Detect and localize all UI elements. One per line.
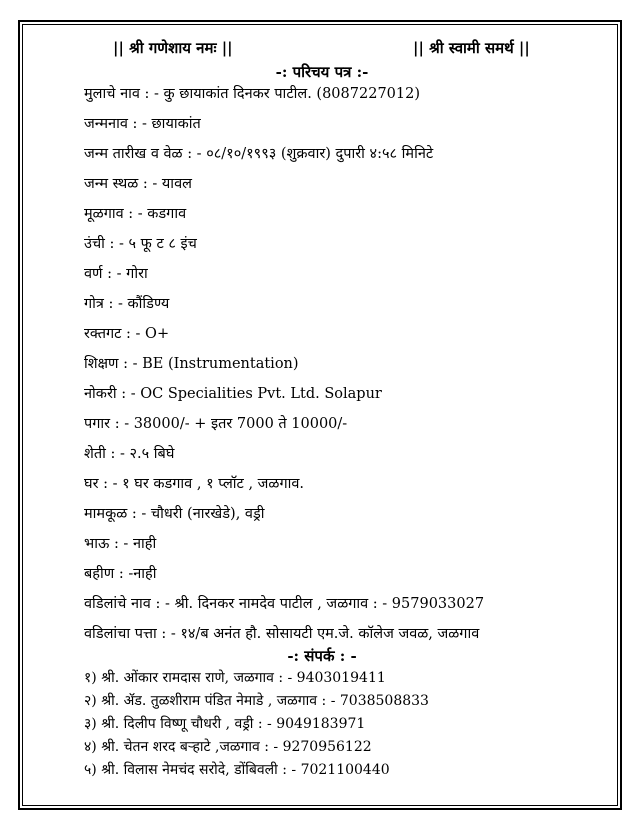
detail-farm: शेती : - २.५ बिघे bbox=[84, 446, 175, 462]
detail-education: शिक्षण : - BE (Instrumentation) bbox=[84, 356, 299, 372]
detail-salary: पगार : - 38000/- + इतर 7000 ते 10000/- bbox=[84, 416, 348, 432]
header bbox=[0, 38, 644, 60]
detail-name: मुलाचे नाव : - कु छायाकांत दिनकर पाटील. (8087227012) bbox=[84, 86, 420, 102]
detail-job: नोकरी : - OC Specialities Pvt. Ltd. Solapur bbox=[84, 386, 382, 402]
header-invocation-swami: || श्री स्वामी समर्थ || bbox=[413, 39, 530, 57]
document-title: -: परिचय पत्र :- bbox=[275, 63, 369, 81]
detail-maternal-family: मामकूळ : - चौधरी (नारखेडे), वड्री bbox=[84, 506, 265, 522]
detail-birth-datetime: जन्म तारीख व वेळ : - ०८/१०/१९९३ (शुक्रवार) दुपारी ४:५८ मिनिटे bbox=[84, 146, 434, 162]
detail-house: घर : - १ घर कडगाव , १ प्लॉट , जळगाव. bbox=[84, 476, 305, 492]
detail-birth-name: जन्मनाव : - छायाकांत bbox=[84, 116, 201, 132]
contact-item: २) श्री. ॲड. तुळशीराम पंडित नेमाडे , जळगाव : - 7038508833 bbox=[84, 693, 429, 709]
contact-item: ४) श्री. चेतन शरद बऱ्हाटे ,जळगाव : - 9270956122 bbox=[84, 739, 372, 755]
contact-item: ३) श्री. दिलीप विष्णू चौधरी , वड्री : - 9049183971 bbox=[84, 716, 366, 732]
detail-native-village: मूळगाव : - कडगाव bbox=[84, 206, 187, 222]
detail-height: उंची : - ५ फू ट ८ इंच bbox=[84, 236, 197, 252]
detail-complexion: वर्ण : - गोरा bbox=[84, 266, 148, 282]
detail-gotra: गोत्र : - कौंडिण्य bbox=[84, 296, 170, 312]
detail-father-address: वडिलांचा पत्ता : - १४/ब अनंत हौ. सोसायटी एम.जे. कॉलेज जवळ, जळगाव bbox=[84, 626, 480, 642]
contact-item: १) श्री. ओंकार रामदास राणे, जळगाव : - 9403019411 bbox=[84, 670, 386, 686]
detail-brother: भाऊ : - नाही bbox=[84, 536, 157, 552]
detail-birth-place: जन्म स्थळ : - यावल bbox=[84, 176, 192, 192]
detail-sister: बहीण : -नाही bbox=[84, 566, 157, 582]
contact-title: -: संपर्क : - bbox=[287, 647, 357, 665]
header-invocation-ganesha: || श्री गणेशाय नमः || bbox=[113, 39, 233, 57]
detail-blood-group: रक्तगट : - O+ bbox=[84, 326, 170, 342]
contact-item: ५) श्री. विलास नेमचंद सरोदे, डोंबिवली : - 7021100440 bbox=[84, 762, 390, 778]
detail-father-name: वडिलांचे नाव : - श्री. दिनकर नामदेव पाटील , जळगाव : - 9579033027 bbox=[84, 596, 485, 612]
